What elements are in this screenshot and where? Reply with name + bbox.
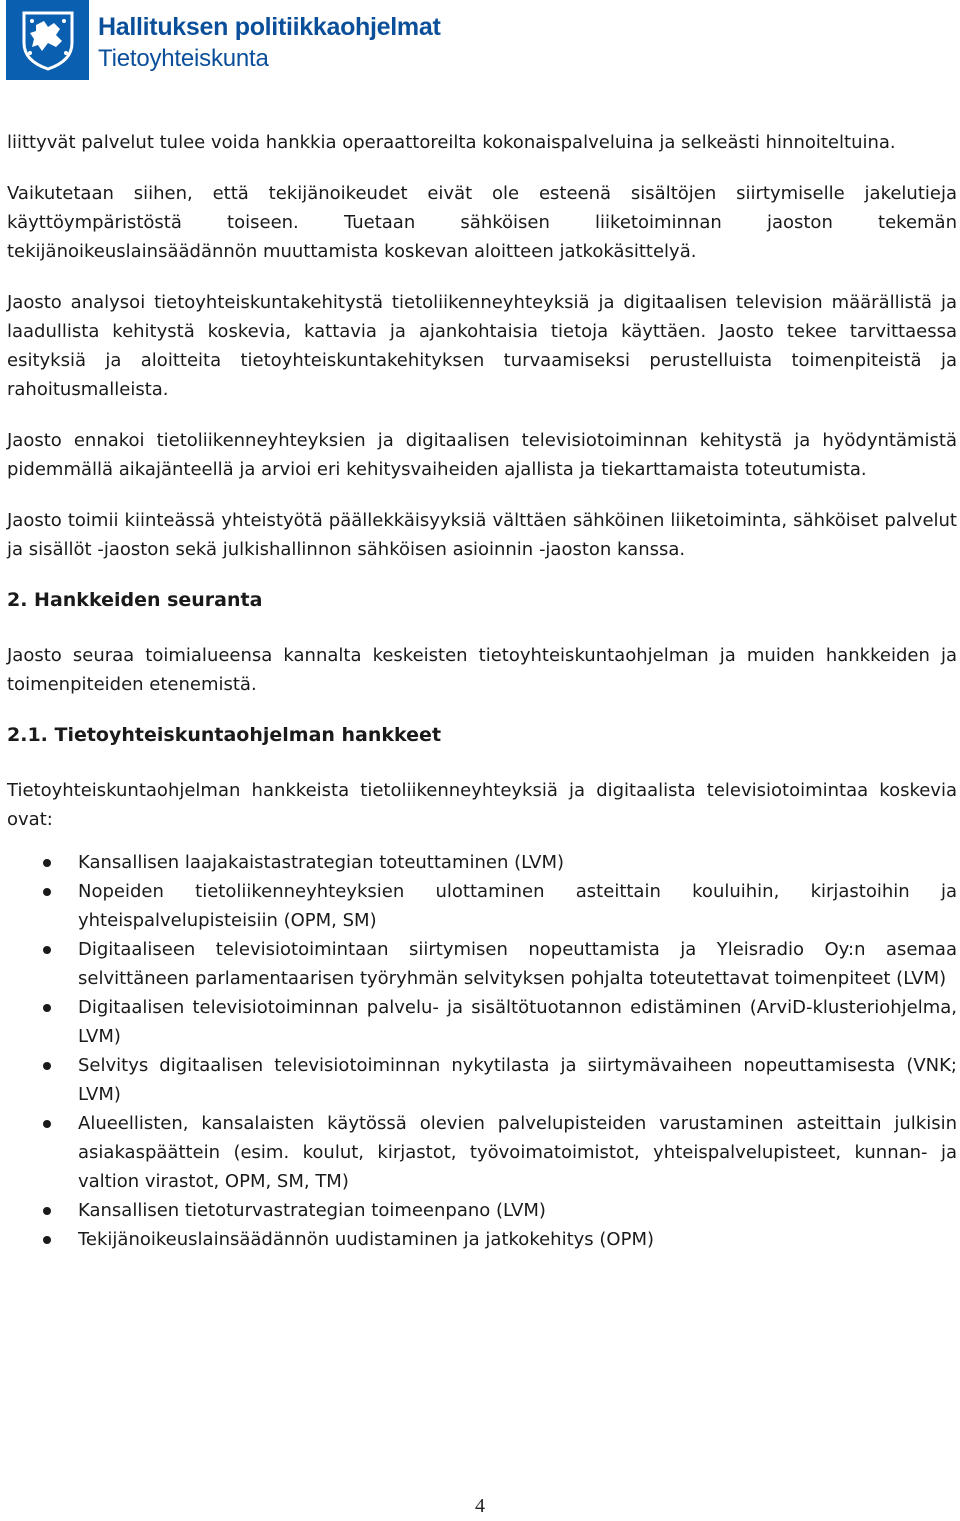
list-item-text: Digitaaliseen televisiotoimintaan siirtymisen nopeuttamista ja Yleisradio Oy:n asemaa selvittäneen parlamentaarisen työryhmän selvityksen pohjalta toteutettavat toimenpiteet (LVM) bbox=[78, 939, 957, 989]
section-2-text: Jaosto seuraa toimialueensa kannalta keskeisten tietoyhteiskuntaohjelman ja muiden hankkeiden ja toimenpiteiden etenemistä. bbox=[7, 645, 957, 695]
paragraph-3: Jaosto analysoi tietoyhteiskuntakehitystä tietoliikenneyhteyksiä ja digitaalisen television määrällistä ja laadullista kehitystä koskevia, kattavia ja ajankohtaisia tietoja käyttäen. Jaosto tekee tarvittaessa esityksiä ja aloitteita tietoyhteiskuntakehityksen turvaamiseksi perustelluista toimenpiteistä ja rahoitusmalleista. bbox=[7, 292, 957, 400]
section-2-1-intro: Tietoyhteiskuntaohjelman hankkeista tietoliikenneyhteyksiä ja digitaalista televisiotoimintaa koskevia ovat: bbox=[7, 780, 957, 830]
list-item bbox=[7, 935, 957, 993]
paragraph-2: Vaikutetaan siihen, että tekijänoikeudet eivät ole esteenä sisältöjen siirtymiselle jakelutieja käyttöympäristöstä toiseen. Tuetaan sähköisen liiketoiminnan jaoston tekemän tekijänoikeuslainsäädännön muuttamista koskevan aloitteen jatkokäsittelyä. bbox=[7, 183, 957, 262]
list-item bbox=[7, 877, 957, 935]
list-item bbox=[7, 848, 957, 877]
list-item bbox=[7, 1196, 957, 1225]
list-item-text: Nopeiden tietoliikenneyhteyksien ulottaminen asteittain kouluihin, kirjastoihin ja yhteispalvelupisteisiin (OPM, SM) bbox=[78, 881, 957, 931]
project-list bbox=[7, 848, 957, 1254]
bullet-icon bbox=[43, 859, 51, 867]
list-item bbox=[7, 1109, 957, 1196]
list-item-text: Kansallisen tietoturvastrategian toimeenpano (LVM) bbox=[78, 1200, 546, 1221]
bullet-icon bbox=[43, 1062, 51, 1070]
list-item bbox=[7, 993, 957, 1051]
list-item-text: Tekijänoikeuslainsäädännön uudistaminen ja jatkokehitys (OPM) bbox=[78, 1229, 654, 1250]
bullet-icon bbox=[43, 1004, 51, 1012]
document-body bbox=[7, 128, 957, 1254]
bullet-icon bbox=[43, 1120, 51, 1128]
list-item-text: Digitaalisen televisiotoiminnan palvelu- ja sisältötuotannon edistäminen (ArviD-klusteriohjelma, LVM) bbox=[78, 997, 957, 1047]
list-item-text: Alueellisten, kansalaisten käytössä olevien palvelupisteiden varustaminen asteittain julkisin asiakaspäättein (esim. koulut, kirjastot, työvoimatoimistot, yhteispalvelupisteet, kunnan- ja valtion virastot, OPM, SM, TM) bbox=[78, 1113, 957, 1192]
bullet-icon bbox=[43, 888, 51, 896]
paragraph-1: liittyvät palvelut tulee voida hankkia operaattoreilta kokonaispalveluina ja selkeästi hinnoiteltuina. bbox=[7, 132, 896, 153]
paragraph-5: Jaosto toimii kiinteässä yhteistyötä päällekkäisyyksiä välttäen sähköinen liiketoiminta, sähköiset palvelut ja sisällöt -jaoston sekä julkishallinnon sähköisen asioinnin -jaoston kanssa. bbox=[7, 510, 957, 560]
section-2-heading: 2. Hankkeiden seuranta bbox=[7, 589, 263, 611]
list-item-text: Kansallisen laajakaistastrategian toteuttaminen (LVM) bbox=[78, 852, 565, 873]
paragraph-4: Jaosto ennakoi tietoliikenneyhteyksien ja digitaalisen televisiotoiminnan kehitystä ja hyödyntämistä pidemmällä aikajänteellä ja arvioi eri kehitysvaiheiden ajallista ja tiekarttamaista toteutumista. bbox=[7, 430, 957, 480]
page-number: 4 bbox=[475, 1495, 485, 1517]
bullet-icon bbox=[43, 946, 51, 954]
page-header bbox=[6, 0, 440, 82]
bullet-icon bbox=[43, 1207, 51, 1215]
list-item-text: Selvitys digitaalisen televisiotoiminnan nykytilasta ja siirtymävaiheen nopeuttamisesta (VNK; LVM) bbox=[78, 1055, 957, 1105]
finnish-coat-of-arms-icon bbox=[6, 0, 89, 80]
section-2-1-heading: 2.1. Tietoyhteiskuntaohjelman hankkeet bbox=[7, 724, 442, 746]
list-item bbox=[7, 1051, 957, 1109]
program-title-line1: Hallituksen politiikkaohjelmat bbox=[98, 13, 441, 41]
program-title bbox=[98, 12, 440, 74]
bullet-icon bbox=[43, 1236, 51, 1244]
list-item bbox=[7, 1225, 957, 1254]
program-title-line2: Tietoyhteiskunta bbox=[98, 45, 269, 72]
